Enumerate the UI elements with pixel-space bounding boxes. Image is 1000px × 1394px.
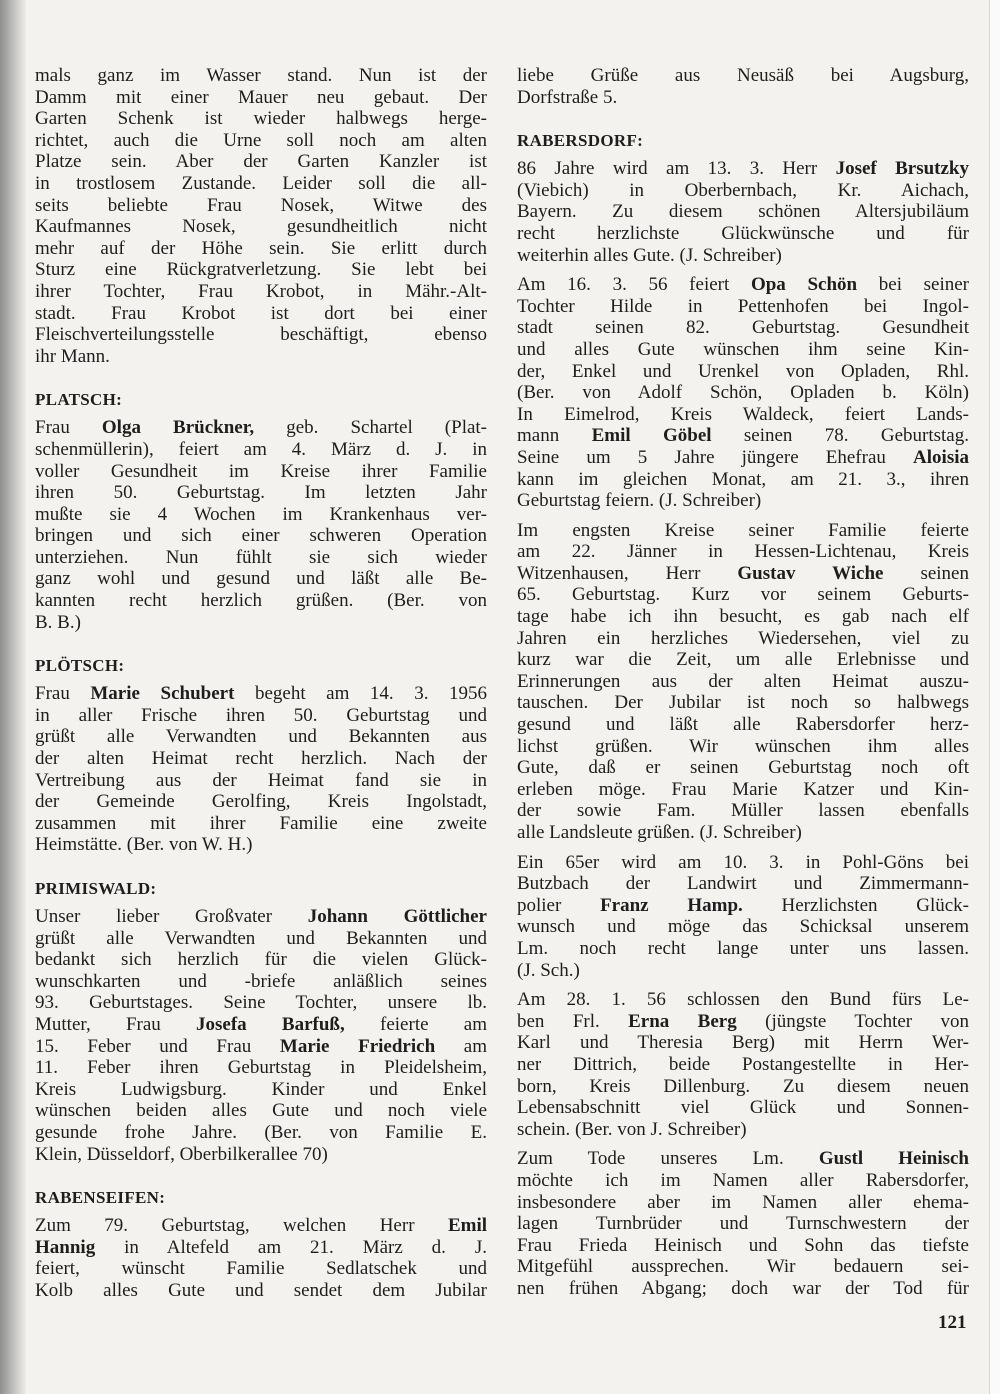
text-line	[517, 447, 969, 469]
text-line: ihr Mann.	[35, 345, 110, 367]
text-line: möchte ich im Namen aller Rabersdorfer,	[517, 1169, 969, 1191]
paragraph	[517, 274, 969, 512]
text-line: wunschkarten und -briefe anläßlich seines	[35, 970, 487, 992]
text-line: B. B.)	[35, 611, 81, 633]
text-line: lichst grüßen. Wir wünschen ihm alles	[517, 735, 969, 757]
person-name: Gustav Wiche	[737, 562, 884, 584]
section-heading: PLATSCH:	[35, 390, 123, 410]
text-line: gesunde frohe Jahre. (Ber. von Familie E.	[35, 1121, 487, 1143]
text-line: bringen und sich einer schweren Operation	[35, 525, 487, 547]
text-line: Kaufmannes Nosek, gesundheitlich nicht	[35, 216, 487, 238]
text-line: zusammen mit ihrer Familie eine zweite	[35, 812, 487, 834]
text-span: polier	[517, 894, 601, 916]
text-line: seits beliebte Frau Nosek, Witwe des	[35, 194, 487, 216]
text-line: und alles Gute wünschen ihm seine Kin-	[517, 338, 969, 360]
text-line: kannten recht herzlich grüßen. (Ber. von	[35, 590, 487, 612]
left-column	[35, 65, 487, 1302]
text-line: In Eimelrod, Kreis Waldeck, feiert Lands-	[517, 403, 969, 425]
text-line: recht herzlichste Glückwünsche und für	[517, 222, 969, 244]
text-line: Karl und Theresia Berg) mit Herrn Wer-	[517, 1032, 969, 1054]
person-name: Aloisia	[913, 446, 969, 468]
text-line: Kreis Ludwigsburg. Kinder und Enkel	[35, 1078, 487, 1100]
paragraph	[517, 852, 969, 982]
text-span: Seine um 5 Jahre jüngere Ehefrau	[517, 446, 914, 468]
text-line: 11. Feber ihren Geburtstag in Pleidelsheim,	[35, 1057, 487, 1079]
text-span: ben Frl.	[517, 1010, 629, 1032]
text-span: (jüngste Tochter von	[736, 1010, 970, 1032]
text-line: Ein 65er wird am 10. 3. in Pohl-Göns bei	[517, 851, 969, 873]
text-line: bedankt sich herzlich für die vielen Glück-	[35, 949, 487, 971]
person-name: Opa Schön	[750, 274, 858, 296]
text-line: alle Landsleute grüßen. (J. Schreiber)	[517, 822, 802, 843]
text-line	[35, 1215, 487, 1237]
text-line: Sturz eine Rückgratverletzung. Sie lebt bei	[35, 259, 487, 281]
text-line: tage habe ich ihn besucht, es gab nach elf	[517, 606, 969, 628]
text-line	[517, 274, 969, 296]
text-span: Frau	[35, 417, 102, 439]
person-name: Hannig	[35, 1236, 96, 1258]
paragraph	[35, 906, 487, 1165]
text-line: voller Gesundheit im Kreise ihrer Familie	[35, 460, 487, 482]
text-span: seinen	[883, 562, 969, 584]
text-line: Dorfstraße 5.	[517, 86, 618, 108]
text-line: Lebensabschnitt viel Glück und Sonnen-	[517, 1097, 969, 1119]
text-line: Geburtstag feiern. (J. Schreiber)	[517, 490, 762, 512]
text-line: Im engsten Kreise seiner Familie feierte	[517, 519, 969, 541]
text-span: geb. Schartel (Plat-	[254, 417, 488, 439]
text-line: stadt. Frau Krobot ist dort bei einer	[35, 302, 487, 324]
section-heading: PRIMISWALD:	[35, 879, 157, 898]
text-line: grüßt alle Verwandten und Bekannten und	[35, 927, 487, 949]
paragraph	[517, 158, 969, 266]
text-line: ihren 50. Geburtstag. Im letzten Jahr	[35, 482, 487, 504]
section-heading: PLÖTSCH:	[35, 656, 125, 676]
text-line: mals ganz im Wasser stand. Nun ist der	[35, 65, 487, 86]
text-span: Mutter, Frau	[35, 1013, 197, 1035]
text-line: Jahren ein herzliches Wiedersehen, viel zu	[517, 627, 969, 649]
text-line: 93. Geburtstages. Seine Tochter, unsere lb.	[35, 992, 487, 1014]
text-span: am	[435, 1035, 487, 1057]
text-line	[35, 417, 487, 439]
paragraph	[517, 989, 969, 1140]
text-line: wünschen beiden alles Gute und noch viele	[35, 1100, 487, 1122]
text-line: Garten Schenk ist wieder halbwegs herge-	[35, 108, 487, 130]
text-line: liebe Grüße aus Neusäß bei Augsburg,	[517, 65, 969, 86]
text-line: Mitgefühl aussprechen. Wir bedauern sei-	[517, 1256, 969, 1278]
paragraph	[35, 683, 487, 856]
text-span: Zum Tode unseres Lm.	[517, 1148, 819, 1170]
text-line: mußte sie 4 Wochen im Krankenhaus ver-	[35, 503, 487, 525]
person-name: Marie Friedrich	[279, 1035, 436, 1057]
text-line: stadt seinen 82. Geburtstag. Gesundheit	[517, 317, 969, 339]
scan-edge-left	[0, 0, 26, 1394]
text-line: gesund und läßt alle Rabersdorfer herz-	[517, 714, 969, 736]
text-line: ner Dittrich, beide Postangestellte in Her-	[517, 1053, 969, 1075]
text-line: lagen Turnbrüder und Turnschwestern der	[517, 1213, 969, 1235]
text-line: grüßt alle Verwandten und Bekannten aus	[35, 726, 487, 748]
text-span: Frau	[35, 683, 91, 705]
text-line: Heimstätte. (Ber. von W. H.)	[35, 834, 253, 856]
paragraph	[517, 65, 969, 108]
text-line	[35, 1036, 487, 1058]
text-span: 86 Jahre wird am 13. 3. Herr	[517, 158, 836, 180]
text-line: am 22. Jänner in Hessen-Lichtenau, Kreis	[517, 541, 969, 563]
text-line	[517, 1148, 969, 1170]
text-line	[35, 1014, 487, 1036]
text-line	[517, 563, 969, 585]
text-line: der sowie Fam. Müller lassen ebenfalls	[517, 800, 969, 822]
paragraph	[35, 1215, 487, 1301]
right-column	[517, 65, 969, 1307]
text-span: seinen 78. Geburtstag.	[711, 425, 969, 447]
text-line: erleben möge. Frau Marie Katzer und Kin-	[517, 778, 969, 800]
person-name: Erna Berg	[628, 1010, 737, 1032]
text-line	[35, 683, 487, 705]
text-span: Am 16. 3. 56 feiert	[517, 274, 751, 296]
text-span: 15. Feber und Frau	[35, 1035, 280, 1057]
text-line	[517, 158, 969, 180]
text-line: in trostlosem Zustande. Leider soll die all-	[35, 172, 487, 194]
text-line: kann im gleichen Monat, am 21. 3., ihren	[517, 468, 969, 490]
text-line: mehr auf der Höhe sein. Sie erlitt durch	[35, 237, 487, 259]
text-line	[517, 1011, 969, 1033]
text-line: wunsch und möge das Schicksal unserem	[517, 916, 969, 938]
text-line: Vertreibung aus der Heimat fand sie in	[35, 769, 487, 791]
text-line: Platze sein. Aber der Garten Kanzler ist	[35, 151, 487, 173]
text-span: begeht am 14. 3. 1956	[234, 683, 487, 705]
text-line: feiert, wünscht Familie Sedlatschek und	[35, 1258, 487, 1280]
text-line: born, Kreis Dillenburg. Zu diesem neuen	[517, 1075, 969, 1097]
page-number: 121	[938, 1312, 967, 1333]
text-span: Zum 79. Geburtstag, welchen Herr	[35, 1215, 448, 1237]
person-name: Marie Schubert	[90, 683, 235, 705]
person-name: Emil Göbel	[591, 425, 712, 447]
paragraph	[35, 65, 487, 367]
text-line: tauschen. Der Jubilar ist noch so halbwegs	[517, 692, 969, 714]
text-line: (Ber. von Adolf Schön, Opladen b. Köln)	[517, 382, 969, 404]
text-line: (Viebich) in Oberbernbach, Kr. Aichach,	[517, 179, 969, 201]
scan-edge-right	[989, 0, 1000, 1394]
text-line: nen frühen Abgang; doch war der Tod für	[517, 1277, 969, 1299]
text-line: der, Enkel und Urenkel von Opladen, Rhl.	[517, 360, 969, 382]
text-line: der alten Heimat recht herzlich. Nach der	[35, 748, 487, 770]
text-span: bei seiner	[857, 274, 970, 296]
person-name: Johann Göttlicher	[307, 906, 487, 927]
paragraph	[517, 1148, 969, 1299]
paragraph	[517, 520, 969, 844]
text-line: Butzbach der Landwirt und Zimmermann-	[517, 873, 969, 895]
text-span: feierte am	[344, 1013, 487, 1035]
text-line: (J. Sch.)	[517, 959, 580, 981]
person-name: Josefa Barfuß,	[196, 1013, 345, 1035]
text-line: richtet, auch die Urne soll noch am alten	[35, 129, 487, 151]
text-line: Klein, Düsseldorf, Oberbilkerallee 70)	[35, 1143, 328, 1165]
text-line: Kolb alles Gute und sendet dem Jubilar	[35, 1279, 487, 1301]
text-line: Gute, daß er seinen Geburtstag noch oft	[517, 757, 969, 779]
section-heading: RABENSEIFEN:	[35, 1188, 166, 1208]
person-name: Olga Brückner,	[101, 417, 255, 439]
text-span: mann	[517, 425, 592, 447]
text-line: 65. Geburtstag. Kurz vor seinem Geburts-	[517, 584, 969, 606]
text-line	[517, 895, 969, 917]
text-span: in Altefeld am 21. März d. J.	[95, 1236, 487, 1258]
text-line: Tochter Hilde in Pettenhofen bei Ingol-	[517, 295, 969, 317]
text-line	[517, 425, 969, 447]
text-line: unterziehen. Nun fühlt sie sich wieder	[35, 546, 487, 568]
text-line: ganz wohl und gesund und läßt alle Be-	[35, 568, 487, 590]
text-line: weiterhin alles Gute. (J. Schreiber)	[517, 244, 782, 266]
text-line	[35, 906, 487, 928]
person-name: Franz Hamp.	[600, 894, 743, 916]
text-line: Frau Frieda Heinisch und Sohn das tiefste	[517, 1234, 969, 1256]
text-line: Bayern. Zu diesem schönen Altersjubiläum	[517, 201, 969, 223]
text-line: schenmüllerin), feiert am 4. März d. J. in	[35, 438, 487, 460]
section-heading: RABERSDORF:	[517, 131, 644, 151]
person-name: Emil	[447, 1215, 487, 1237]
text-line: kurz war die Zeit, um alle Erlebnisse und	[517, 649, 969, 671]
text-line	[35, 1237, 487, 1259]
text-span: Herzlichsten Glück-	[742, 894, 969, 916]
text-span: Witzenhausen, Herr	[517, 562, 738, 584]
text-line: schein. (Ber. von J. Schreiber)	[517, 1118, 747, 1140]
person-name: Gustl Heinisch	[818, 1148, 969, 1170]
person-name: Josef Brsutzky	[835, 158, 969, 180]
text-line: Fleischverteilungsstelle beschäftigt, ebenso	[35, 324, 487, 346]
text-span: Unser lieber Großvater	[35, 906, 308, 927]
paragraph	[35, 417, 487, 633]
text-line: in aller Frische ihren 50. Geburtstag und	[35, 704, 487, 726]
text-line: der Gemeinde Gerolfing, Kreis Ingolstadt,	[35, 791, 487, 813]
text-line: Erinnerungen aus der alten Heimat auszu-	[517, 670, 969, 692]
text-line: Lm. noch recht lange unter uns lassen.	[517, 937, 969, 959]
text-line: Am 28. 1. 56 schlossen den Bund fürs Le-	[517, 989, 969, 1011]
text-line: Damm mit einer Mauer neu gebaut. Der	[35, 86, 487, 108]
text-line: insbesondere aber im Namen aller ehema-	[517, 1191, 969, 1213]
text-line: ihrer Tochter, Frau Krobot, in Mähr.-Alt-	[35, 280, 487, 302]
